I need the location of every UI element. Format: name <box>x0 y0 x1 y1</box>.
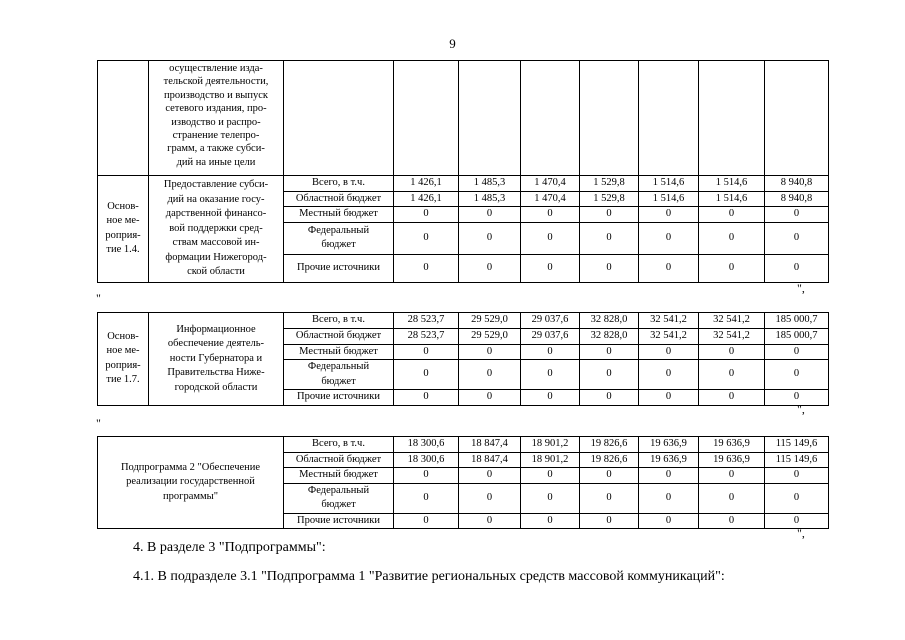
amount-cell: 0 <box>521 254 580 282</box>
funding-source-cell <box>284 191 394 207</box>
description-line: ской области <box>187 266 245 277</box>
funding-source-cell <box>284 437 394 453</box>
description-line: грамм, а также субси- <box>167 143 265 155</box>
amount-cell: 1 485,3 <box>459 191 521 207</box>
funding-source-cell <box>284 344 394 360</box>
funding-source-cell <box>284 313 394 329</box>
amount-cell: 29 529,0 <box>459 313 521 329</box>
amount-cell: 19 636,9 <box>639 452 699 468</box>
amount-cell: 185 000,7 <box>765 313 829 329</box>
source-line: Областной бюджет <box>295 192 382 204</box>
measure-code-cell <box>98 176 149 283</box>
closing-quote-mark: ", <box>797 281 805 295</box>
description-line: вой поддержки сред- <box>169 222 263 234</box>
description-line: Предоставление субси- <box>163 179 269 190</box>
amount-cell: 0 <box>459 513 521 529</box>
description-line: странение телепро- <box>172 130 260 142</box>
source-line: Областной бюджет <box>295 453 382 465</box>
amount-cell: 32 541,2 <box>699 328 765 344</box>
table-row <box>98 313 829 329</box>
amount-cell: 18 901,2 <box>521 437 580 453</box>
amount-cell: 18 847,4 <box>459 437 521 453</box>
amount-cell: 32 541,2 <box>699 313 765 329</box>
amount-cell: 0 <box>394 513 459 529</box>
code-line: Основ- <box>107 330 139 342</box>
title-line: программы" <box>163 490 218 502</box>
amount-cell: 0 <box>521 207 580 223</box>
amount-cell: 1 529,8 <box>580 191 639 207</box>
amount-cell <box>765 61 829 176</box>
amount-cell: 32 828,0 <box>580 328 639 344</box>
amount-cell: 0 <box>639 254 699 282</box>
amount-cell: 8 940,8 <box>765 191 829 207</box>
amount-cell: 32 541,2 <box>639 313 699 329</box>
amount-cell: 0 <box>580 222 639 254</box>
amount-cell: 28 523,7 <box>394 328 459 344</box>
amount-cell: 1 426,1 <box>394 176 459 192</box>
code-line: роприя- <box>105 229 141 241</box>
amount-cell <box>521 61 580 176</box>
opening-quote-mark: " <box>96 416 101 430</box>
amount-cell: 1 514,6 <box>699 176 765 192</box>
description-line: дий на иные цели <box>176 156 256 168</box>
amount-cell: 0 <box>521 513 580 529</box>
funding-source-cell <box>284 254 394 282</box>
amount-cell: 0 <box>699 344 765 360</box>
amount-cell: 0 <box>394 222 459 254</box>
amount-cell: 0 <box>765 254 829 282</box>
amount-cell: 0 <box>580 513 639 529</box>
amount-cell: 19 826,6 <box>580 437 639 453</box>
amount-cell: 0 <box>580 360 639 390</box>
description-line: тельской деятельности, <box>163 76 269 88</box>
amount-cell: 1 514,6 <box>639 191 699 207</box>
amount-cell: 1 485,3 <box>459 176 521 192</box>
funding-source-cell <box>284 61 394 176</box>
funding-source-cell <box>284 452 394 468</box>
amount-cell: 0 <box>394 360 459 390</box>
budget-table-measure-1-4 <box>97 60 829 283</box>
amount-cell: 0 <box>394 207 459 223</box>
description-line: обеспечение деятель- <box>167 338 265 349</box>
page-number: 9 <box>449 36 456 51</box>
amount-cell: 0 <box>699 513 765 529</box>
amount-cell: 0 <box>394 468 459 484</box>
table-row <box>98 176 829 192</box>
amount-cell: 0 <box>459 254 521 282</box>
amount-cell: 1 529,8 <box>580 176 639 192</box>
amount-cell: 0 <box>459 344 521 360</box>
title-line: Подпрограмма 2 "Обеспечение <box>120 461 261 473</box>
source-line: Прочие источники <box>297 391 380 402</box>
code-line: тие 1.4. <box>106 244 140 256</box>
amount-cell: 0 <box>765 360 829 390</box>
funding-source-cell <box>284 176 394 192</box>
description-line: ности Губернатора и <box>169 352 263 364</box>
title-line: реализации государственной <box>126 476 255 488</box>
amount-cell: 19 636,9 <box>699 452 765 468</box>
amount-cell: 0 <box>639 360 699 390</box>
measure-code-cell <box>98 61 149 176</box>
budget-table-measure-1-7 <box>97 312 829 406</box>
description-line: производство и выпуск <box>164 89 268 101</box>
funding-source-cell <box>284 483 394 513</box>
amount-cell: 0 <box>394 344 459 360</box>
amount-cell: 1 470,4 <box>521 176 580 192</box>
source-line: бюджет <box>321 239 356 250</box>
amount-cell: 0 <box>765 390 829 406</box>
funding-source-cell <box>284 513 394 529</box>
amount-cell <box>699 61 765 176</box>
amount-cell: 0 <box>521 360 580 390</box>
amount-cell: 0 <box>765 222 829 254</box>
amount-cell: 0 <box>765 513 829 529</box>
source-line: Прочие источники <box>297 261 380 273</box>
amount-cell: 0 <box>765 483 829 513</box>
source-line: Всего, в т.ч. <box>312 438 365 449</box>
amount-cell: 0 <box>394 483 459 513</box>
measure-description-cell <box>149 61 284 176</box>
source-line: Всего, в т.ч. <box>312 314 365 325</box>
amount-cell: 0 <box>580 390 639 406</box>
budget-table-subprogram-2 <box>97 436 829 529</box>
source-line: Федеральный <box>307 361 370 372</box>
description-line: формации Нижегород- <box>165 251 267 263</box>
amount-cell: 0 <box>521 483 580 513</box>
amount-cell: 29 037,6 <box>521 328 580 344</box>
table-row <box>98 437 829 453</box>
source-line: Областной бюджет <box>295 329 382 341</box>
amount-cell: 0 <box>699 254 765 282</box>
amount-cell: 8 940,8 <box>765 176 829 192</box>
source-line: бюджет <box>321 499 356 510</box>
amount-cell: 0 <box>580 254 639 282</box>
amount-cell: 0 <box>639 344 699 360</box>
source-line: Прочие источники <box>297 514 380 526</box>
amount-cell <box>459 61 521 176</box>
amount-cell: 29 529,0 <box>459 328 521 344</box>
code-line: роприя- <box>105 359 141 371</box>
amount-cell: 28 523,7 <box>394 313 459 329</box>
amount-cell: 32 828,0 <box>580 313 639 329</box>
amount-cell: 0 <box>521 390 580 406</box>
source-line: Всего, в т.ч. <box>312 177 365 188</box>
amount-cell: 19 636,9 <box>639 437 699 453</box>
amount-cell: 0 <box>394 254 459 282</box>
measure-code-cell <box>98 313 149 406</box>
amount-cell: 115 149,6 <box>765 452 829 468</box>
funding-source-cell <box>284 468 394 484</box>
source-line: бюджет <box>321 375 356 387</box>
amount-cell: 0 <box>521 222 580 254</box>
amount-cell: 19 636,9 <box>699 437 765 453</box>
amendment-paragraph: 4.1. В подразделе 3.1 "Подпрограмма 1 "Развитие региональных средств массовой коммуникаций": <box>133 569 725 584</box>
amount-cell: 0 <box>639 513 699 529</box>
amount-cell: 0 <box>394 390 459 406</box>
funding-source-cell <box>284 360 394 390</box>
amount-cell: 0 <box>459 483 521 513</box>
amount-cell: 1 470,4 <box>521 191 580 207</box>
amount-cell: 0 <box>765 344 829 360</box>
amount-cell: 1 514,6 <box>639 176 699 192</box>
closing-quote-mark: ", <box>797 526 805 540</box>
amount-cell: 0 <box>699 483 765 513</box>
amount-cell: 0 <box>765 207 829 223</box>
amount-cell: 0 <box>521 468 580 484</box>
amount-cell: 0 <box>639 222 699 254</box>
closing-quote-mark: ", <box>797 402 805 416</box>
amount-cell: 0 <box>459 468 521 484</box>
amount-cell: 0 <box>639 207 699 223</box>
amount-cell: 18 300,6 <box>394 437 459 453</box>
amount-cell: 115 149,6 <box>765 437 829 453</box>
description-line: ствам массовой ин- <box>172 237 260 248</box>
source-line: Местный бюджет <box>299 345 378 357</box>
measure-description-cell <box>149 313 284 406</box>
description-line: изводство и распро- <box>171 116 261 128</box>
amount-cell: 0 <box>580 207 639 223</box>
opening-quote-mark: " <box>96 291 101 305</box>
subprogram-title-cell <box>98 437 284 529</box>
description-line: Правительства Ниже- <box>167 367 265 378</box>
amount-cell: 0 <box>580 344 639 360</box>
amount-cell: 0 <box>765 468 829 484</box>
measure-description-cell <box>149 176 284 283</box>
amount-cell: 185 000,7 <box>765 328 829 344</box>
amendment-paragraph: 4. В разделе 3 "Подпрограммы": <box>133 540 326 555</box>
description-line: городской области <box>174 381 258 393</box>
amount-cell: 0 <box>459 207 521 223</box>
amount-cell: 0 <box>699 390 765 406</box>
description-line: Информационное <box>176 323 256 335</box>
amount-cell: 0 <box>459 222 521 254</box>
code-line: тие 1.7. <box>106 374 140 386</box>
amount-cell: 0 <box>699 222 765 254</box>
amount-cell <box>394 61 459 176</box>
source-line: Федеральный <box>307 224 370 236</box>
amount-cell: 29 037,6 <box>521 313 580 329</box>
amount-cell: 0 <box>521 344 580 360</box>
amount-cell: 18 901,2 <box>521 452 580 468</box>
code-line: ное ме- <box>106 345 140 357</box>
amount-cell: 0 <box>639 390 699 406</box>
amount-cell <box>580 61 639 176</box>
description-line: дий на оказание госу- <box>167 193 265 205</box>
amount-cell: 18 300,6 <box>394 452 459 468</box>
amount-cell: 0 <box>459 360 521 390</box>
amount-cell: 0 <box>639 468 699 484</box>
code-line: Основ- <box>107 200 139 212</box>
amount-cell: 0 <box>580 483 639 513</box>
description-line: дарственной финансо- <box>165 208 267 219</box>
amount-cell: 0 <box>639 483 699 513</box>
source-line: Федеральный <box>307 484 370 496</box>
source-line: Местный бюджет <box>299 469 378 480</box>
amount-cell: 0 <box>580 468 639 484</box>
code-line: ное ме- <box>106 215 140 227</box>
funding-source-cell <box>284 222 394 254</box>
amount-cell: 18 847,4 <box>459 452 521 468</box>
amount-cell <box>639 61 699 176</box>
amount-cell: 0 <box>699 207 765 223</box>
description-line: осуществление изда- <box>169 63 263 74</box>
source-line: Местный бюджет <box>299 208 378 219</box>
amount-cell: 1 514,6 <box>699 191 765 207</box>
description-line: сетевого издания, про- <box>165 103 267 115</box>
amount-cell: 19 826,6 <box>580 452 639 468</box>
amount-cell: 1 426,1 <box>394 191 459 207</box>
amount-cell: 32 541,2 <box>639 328 699 344</box>
table-row-continuation <box>98 61 829 176</box>
funding-source-cell <box>284 328 394 344</box>
amount-cell: 0 <box>699 468 765 484</box>
amount-cell: 0 <box>699 360 765 390</box>
funding-source-cell <box>284 207 394 223</box>
funding-source-cell <box>284 390 394 406</box>
amount-cell: 0 <box>459 390 521 406</box>
